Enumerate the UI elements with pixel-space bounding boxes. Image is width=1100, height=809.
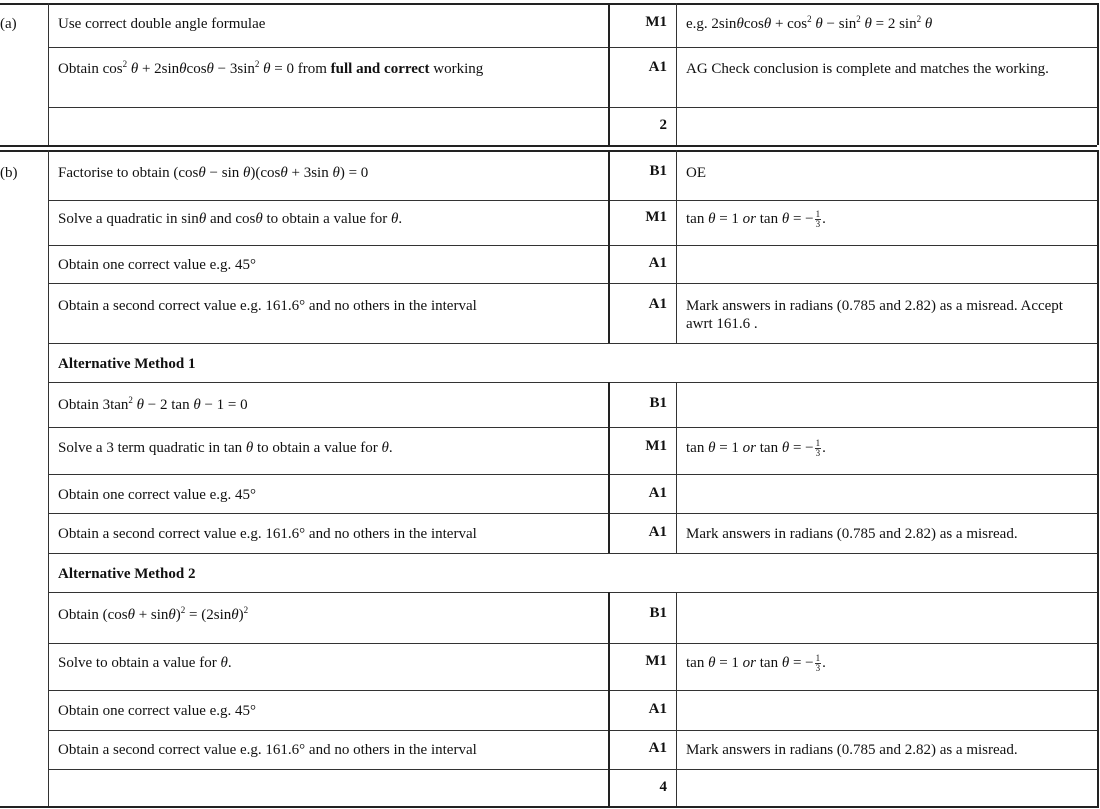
math-text: θ xyxy=(860,16,872,32)
math-text: θ xyxy=(168,607,176,623)
column-divider xyxy=(676,150,677,200)
text-segment: and xyxy=(206,211,236,227)
math-text: θ xyxy=(736,16,744,32)
column-divider xyxy=(676,283,677,343)
column-divider xyxy=(676,474,677,513)
math-text: − sin xyxy=(822,16,857,32)
math-text: θ xyxy=(704,440,716,456)
row-divider xyxy=(0,806,1099,808)
guidance-comment xyxy=(686,164,1086,182)
mark-code: M1 xyxy=(645,14,667,30)
mark-code: A1 xyxy=(648,296,667,312)
column-divider xyxy=(676,513,677,553)
math-text: θ xyxy=(127,607,135,623)
row-divider xyxy=(48,200,1097,201)
math-text: 2sin xyxy=(711,16,737,32)
row-description xyxy=(58,396,248,414)
math-text: θ xyxy=(778,655,790,671)
math-text: + 2sin xyxy=(138,61,180,77)
column-divider xyxy=(608,730,610,769)
column-divider xyxy=(608,513,610,553)
total-marks: 4 xyxy=(659,779,667,795)
alternative-method-heading: Alternative Method 1 xyxy=(58,356,196,372)
row-divider xyxy=(48,427,1097,428)
guidance-comment xyxy=(686,60,1086,78)
row-divider xyxy=(48,343,1097,344)
column-divider xyxy=(676,107,677,145)
math-text: = 0 xyxy=(270,61,294,77)
text-segment: OE xyxy=(686,165,706,181)
text-segment: Mark answers in radians (0.785 and 2.82) as a misread. xyxy=(686,742,1018,758)
row-divider xyxy=(0,3,1097,5)
part-label: (a) xyxy=(0,16,17,32)
math-text: tan xyxy=(756,655,779,671)
math-text: − sin xyxy=(205,165,240,181)
math-text: = − xyxy=(789,211,814,227)
column-divider xyxy=(48,3,49,145)
column-divider xyxy=(676,643,677,690)
text-segment: . xyxy=(398,211,403,227)
row-divider xyxy=(48,382,1097,383)
math-text: + sin xyxy=(134,607,169,623)
mark-code: A1 xyxy=(648,59,667,75)
guidance-comment xyxy=(686,654,1086,673)
text-segment: Factorise to obtain xyxy=(58,165,174,181)
row-description xyxy=(58,702,256,720)
math-text: θ xyxy=(778,211,790,227)
math-text: − 3sin xyxy=(213,61,255,77)
math-text: θ xyxy=(778,440,790,456)
math-text: θ xyxy=(921,16,933,32)
text-segment: . xyxy=(822,211,826,227)
column-divider xyxy=(676,200,677,245)
row-divider xyxy=(48,690,1097,691)
mark-code: M1 xyxy=(645,653,667,669)
text-segment: Solve to obtain a value for xyxy=(58,655,221,671)
column-divider xyxy=(676,690,677,730)
column-divider xyxy=(608,245,610,283)
math-text: θ xyxy=(255,211,263,227)
guidance-comment xyxy=(686,210,1086,229)
column-divider xyxy=(676,427,677,474)
row-description xyxy=(58,297,477,315)
mark-code: A1 xyxy=(648,701,667,717)
fraction xyxy=(815,654,822,673)
text-segment: Obtain one correct value e.g. 45° xyxy=(58,487,257,503)
row-description xyxy=(58,439,393,457)
math-text: θ xyxy=(127,61,139,77)
row-divider xyxy=(48,283,1097,284)
superscript: 2 xyxy=(254,59,260,69)
text-segment: Obtain a second correct value e.g. 161.6° and no others in the interval xyxy=(58,526,477,542)
text-segment: Mark answers in radians (0.785 and 2.82) as a misread. Accept awrt 161.6 . xyxy=(686,298,1063,332)
row-description xyxy=(58,256,256,274)
text-segment: Use correct double angle formulae xyxy=(58,16,266,32)
math-text: + cos xyxy=(771,16,808,32)
math-text: = 1 xyxy=(715,440,743,456)
text-segment: Obtain one correct value e.g. 45° xyxy=(58,257,257,273)
math-text: + 3sin xyxy=(287,165,329,181)
math-text: tan xyxy=(756,211,779,227)
text-segment: Mark answers in radians (0.785 and 2.82) as a misread. xyxy=(686,526,1018,542)
text-segment: Obtain one correct value e.g. 45° xyxy=(58,703,257,719)
row-divider xyxy=(48,643,1097,644)
math-text: or xyxy=(742,440,757,456)
text-segment: . xyxy=(822,440,826,456)
column-divider xyxy=(676,730,677,769)
row-divider xyxy=(48,245,1097,246)
math-text: = (2sin xyxy=(185,607,232,623)
column-divider xyxy=(608,592,610,643)
total-marks: 2 xyxy=(659,117,667,133)
column-divider xyxy=(676,769,677,806)
column-divider xyxy=(608,107,610,145)
math-text: = 2 sin xyxy=(871,16,917,32)
row-description xyxy=(58,210,402,228)
mark-code: B1 xyxy=(649,605,667,621)
math-text: tan xyxy=(686,211,705,227)
text-segment: Obtain a second correct value e.g. 161.6° and no others in the interval xyxy=(58,742,477,758)
math-text: = − xyxy=(789,440,814,456)
math-text: sin xyxy=(181,211,199,227)
math-text: θ xyxy=(704,655,716,671)
mark-code: M1 xyxy=(645,209,667,225)
column-divider xyxy=(608,427,610,474)
math-text: tan xyxy=(223,440,243,456)
column-divider xyxy=(608,769,610,806)
math-text: or xyxy=(742,211,757,227)
math-text: ) xyxy=(175,607,181,623)
fraction-denominator: 3 xyxy=(815,448,821,459)
row-divider xyxy=(48,592,1097,593)
text-segment: and xyxy=(356,61,381,77)
math-text: ) xyxy=(238,607,244,623)
math-text: θ xyxy=(242,440,254,456)
column-divider xyxy=(676,47,677,107)
guidance-comment xyxy=(686,297,1086,333)
math-text: θ xyxy=(328,165,340,181)
superscript: 2 xyxy=(128,395,133,405)
text-segment: working xyxy=(429,61,484,77)
math-text: θ xyxy=(704,211,716,227)
fraction-numerator: 1 xyxy=(815,653,821,664)
mark-code: B1 xyxy=(649,163,667,179)
row-description xyxy=(58,606,248,624)
column-divider xyxy=(608,474,610,513)
math-text: or xyxy=(742,655,757,671)
math-text: (cos xyxy=(173,165,199,181)
column-divider xyxy=(676,592,677,643)
text-segment: full xyxy=(330,61,353,77)
row-divider xyxy=(0,145,1097,147)
fraction-numerator: 1 xyxy=(815,209,821,220)
math-text: θ xyxy=(259,61,271,77)
math-text: cos xyxy=(235,211,256,227)
math-text: = 1 xyxy=(715,211,743,227)
text-segment: Obtain xyxy=(58,61,103,77)
superscript: 2 xyxy=(243,605,249,615)
text-segment: Obtain xyxy=(58,397,103,413)
mark-code: A1 xyxy=(648,740,667,756)
row-divider xyxy=(48,513,1097,514)
mark-code: A1 xyxy=(648,255,667,271)
column-divider xyxy=(676,382,677,427)
math-text: (cos xyxy=(102,607,128,623)
row-description xyxy=(58,164,368,182)
math-text: θ xyxy=(381,440,389,456)
fraction-denominator: 3 xyxy=(815,663,821,674)
fraction xyxy=(815,210,822,229)
math-text: ) = 0 xyxy=(339,165,369,181)
math-text: 3tan xyxy=(102,397,129,413)
alternative-method-heading: Alternative Method 2 xyxy=(58,566,196,582)
math-text: θ xyxy=(763,16,772,32)
math-text: = 1 xyxy=(715,655,743,671)
column-divider xyxy=(608,47,610,107)
row-divider xyxy=(48,769,1097,770)
text-segment: Solve a 3 term quadratic in xyxy=(58,440,224,456)
math-text: cos xyxy=(186,61,207,77)
column-divider xyxy=(676,245,677,283)
guidance-comment xyxy=(686,439,1086,458)
math-text: θ xyxy=(231,607,239,623)
row-divider xyxy=(48,730,1097,731)
column-divider xyxy=(608,200,610,245)
text-segment: Solve a quadratic in xyxy=(58,211,182,227)
text-segment: Obtain a second correct value e.g. 161.6° and no others in the interval xyxy=(58,298,477,314)
superscript: 2 xyxy=(122,59,128,69)
superscript: 2 xyxy=(856,14,861,24)
math-text: cos xyxy=(743,16,764,32)
row-description xyxy=(58,15,265,33)
math-text: tan xyxy=(686,655,705,671)
text-segment: to obtain a value for xyxy=(253,440,382,456)
math-text: − 1 = 0 xyxy=(200,397,248,413)
math-text: − 2 tan xyxy=(144,397,190,413)
column-divider xyxy=(608,3,610,47)
superscript: 2 xyxy=(180,605,186,615)
row-description xyxy=(58,60,483,78)
column-divider xyxy=(48,150,49,806)
mark-code: B1 xyxy=(649,395,667,411)
math-text: cos xyxy=(102,61,123,77)
math-text: θ xyxy=(220,655,228,671)
guidance-comment xyxy=(686,525,1086,543)
row-divider xyxy=(48,107,1097,108)
math-text: θ xyxy=(179,61,187,77)
math-text: θ xyxy=(239,165,251,181)
column-divider xyxy=(676,3,677,47)
math-text: tan xyxy=(756,440,779,456)
math-text: )(cos xyxy=(250,165,281,181)
text-segment: . xyxy=(388,440,393,456)
text-segment: correct xyxy=(384,61,430,77)
column-divider xyxy=(608,382,610,427)
row-description xyxy=(58,741,477,759)
math-text: tan xyxy=(686,440,705,456)
math-text: θ xyxy=(198,165,206,181)
row-description xyxy=(58,654,232,672)
fraction-numerator: 1 xyxy=(815,438,821,449)
math-text: θ xyxy=(811,16,823,32)
mark-code: A1 xyxy=(648,524,667,540)
guidance-comment xyxy=(686,15,1086,33)
math-text: θ xyxy=(206,61,214,77)
math-text: θ xyxy=(132,397,145,413)
mark-code: M1 xyxy=(645,438,667,454)
part-label: (b) xyxy=(0,165,18,181)
mark-code: A1 xyxy=(648,485,667,501)
column-divider xyxy=(608,643,610,690)
text-segment: from xyxy=(293,61,331,77)
text-segment: . xyxy=(822,655,826,671)
math-text: θ xyxy=(198,211,207,227)
text-segment: to obtain a value for xyxy=(262,211,392,227)
fraction xyxy=(815,439,822,458)
column-divider xyxy=(1097,3,1099,145)
column-divider xyxy=(608,150,610,200)
row-divider xyxy=(48,553,1097,554)
row-description xyxy=(58,486,256,504)
guidance-comment xyxy=(686,741,1086,759)
math-text: = − xyxy=(789,655,814,671)
text-segment: e.g. xyxy=(686,16,712,32)
superscript: 2 xyxy=(916,14,922,24)
column-divider xyxy=(1097,150,1099,806)
text-segment: Obtain xyxy=(58,607,103,623)
superscript: 2 xyxy=(807,14,812,24)
text-segment: . xyxy=(227,655,232,671)
math-text: θ xyxy=(189,397,201,413)
text-segment: AG Check conclusion is complete and matches the working. xyxy=(686,61,1049,77)
row-description xyxy=(58,525,477,543)
column-divider xyxy=(608,690,610,730)
row-divider xyxy=(0,150,1097,152)
row-divider xyxy=(48,474,1097,475)
column-divider xyxy=(608,283,610,343)
math-text: θ xyxy=(280,165,288,181)
row-divider xyxy=(48,47,1097,48)
math-text: θ xyxy=(391,211,399,227)
fraction-denominator: 3 xyxy=(815,219,821,230)
